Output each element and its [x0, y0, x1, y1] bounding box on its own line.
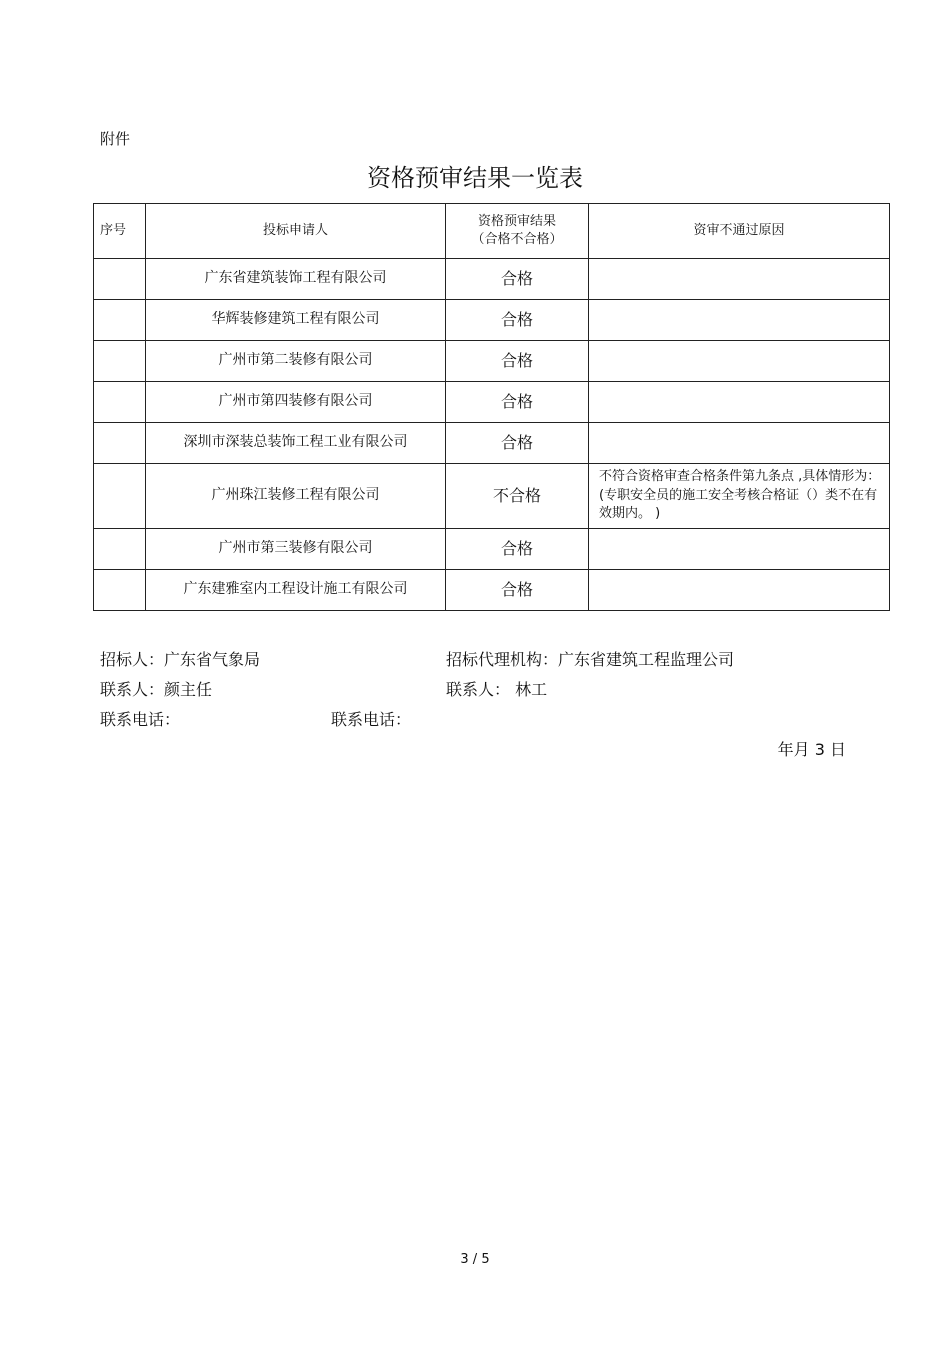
- table-row: [94, 341, 890, 382]
- document-date: 年月 3 日: [777, 740, 846, 759]
- row-result: 不合格: [446, 464, 589, 529]
- page-title: 资格预审结果一览表: [367, 164, 583, 192]
- row-reason: [589, 423, 890, 464]
- tenderer-contact: 联系人：颜主任: [100, 680, 213, 699]
- row-seq: [94, 300, 146, 341]
- page-number: 3 / 5: [460, 1252, 490, 1267]
- tenderer: 招标人：广东省气象局: [100, 650, 261, 669]
- header-result-line2: （合格不合格）: [471, 232, 563, 247]
- agency-contact: 联系人： 林工: [446, 680, 548, 699]
- table-row: [94, 300, 890, 341]
- row-applicant: 广州市第四装修有限公司: [146, 382, 446, 423]
- table-row: [94, 464, 890, 529]
- row-seq: [94, 259, 146, 300]
- header-result-line1: 资格预审结果: [477, 213, 556, 229]
- row-applicant: 广州市第二装修有限公司: [146, 341, 446, 382]
- row-reason: [589, 382, 890, 423]
- row-reason: [589, 300, 890, 341]
- row-reason: [589, 259, 890, 300]
- row-reason: 不符合资格审查合格条件第九条点 ,具体情形为：(专职安全员的施工安全考核合格证（）类不在有效期内。 ): [589, 464, 890, 529]
- row-reason: [589, 529, 890, 570]
- table-row: [94, 423, 890, 464]
- row-seq: [94, 464, 146, 529]
- header-applicant: 投标申请人: [146, 204, 446, 259]
- table-header-row: [94, 204, 890, 259]
- row-result: 合格: [446, 300, 589, 341]
- table-row: [94, 382, 890, 423]
- table-row: [94, 570, 890, 611]
- row-seq: [94, 529, 146, 570]
- row-result: 合格: [446, 382, 589, 423]
- row-result: 合格: [446, 529, 589, 570]
- row-seq: [94, 423, 146, 464]
- tender-agency: 招标代理机构：广东省建筑工程监理公司: [446, 650, 735, 669]
- row-applicant: 华辉装修建筑工程有限公司: [146, 300, 446, 341]
- table-row: [94, 529, 890, 570]
- row-applicant: 广东省建筑装饰工程有限公司: [146, 259, 446, 300]
- tenderer-phone: 联系电话：: [100, 710, 181, 729]
- prequalification-results-table: [93, 203, 890, 611]
- row-reason: [589, 341, 890, 382]
- attachment-label: 附件: [100, 130, 131, 148]
- row-applicant: 广东建雅室内工程设计施工有限公司: [146, 570, 446, 611]
- row-seq: [94, 382, 146, 423]
- row-result: 合格: [446, 570, 589, 611]
- row-applicant: 广州市第三装修有限公司: [146, 529, 446, 570]
- row-applicant: 深圳市深装总装饰工程工业有限公司: [146, 423, 446, 464]
- header-seq: 序号: [94, 204, 146, 259]
- row-result: 合格: [446, 341, 589, 382]
- table-row: [94, 259, 890, 300]
- row-reason: [589, 570, 890, 611]
- row-result: 合格: [446, 423, 589, 464]
- row-seq: [94, 341, 146, 382]
- agency-phone: 联系电话：: [331, 710, 412, 729]
- row-applicant: 广州珠江装修工程有限公司: [146, 464, 446, 529]
- row-result: 合格: [446, 259, 589, 300]
- header-result: [446, 204, 589, 259]
- header-reason: 资审不通过原因: [589, 204, 890, 259]
- row-seq: [94, 570, 146, 611]
